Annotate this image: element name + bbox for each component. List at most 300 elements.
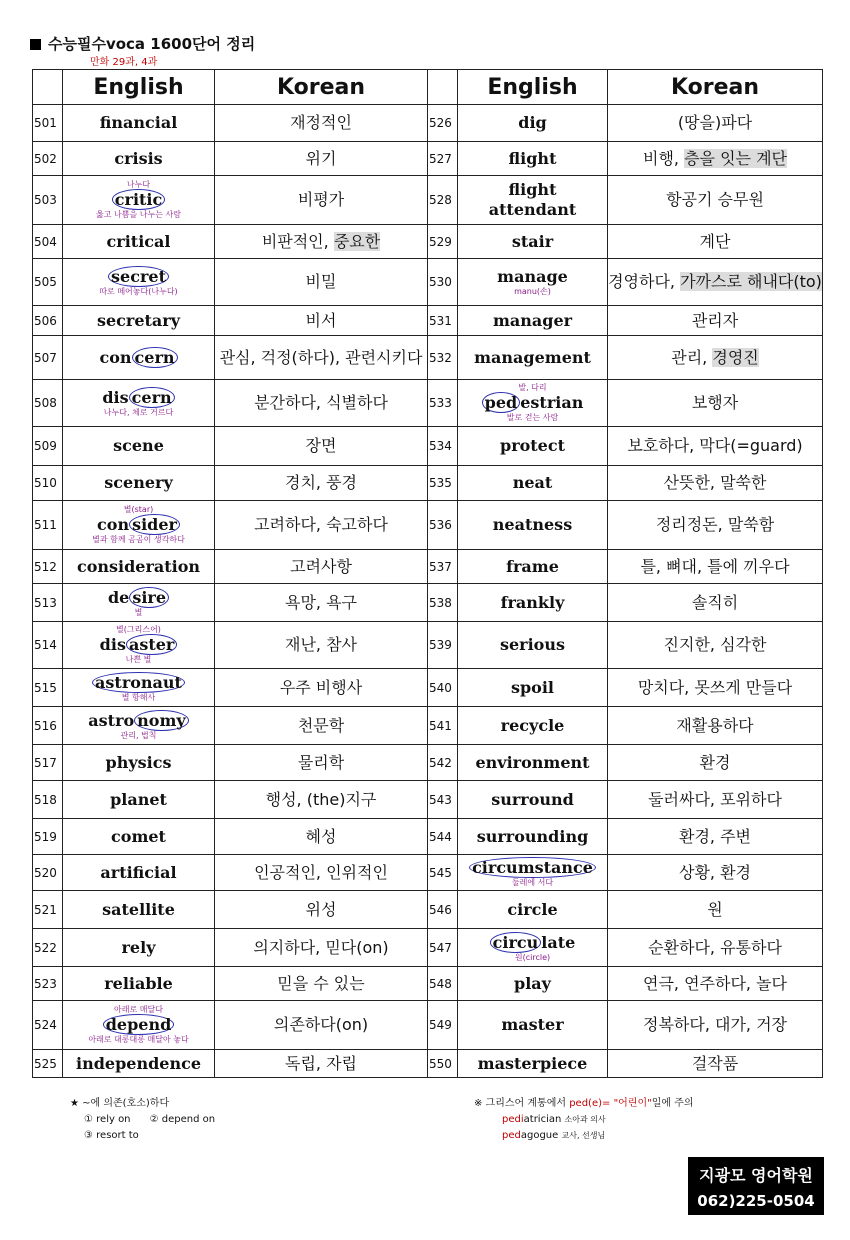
korean-cell bbox=[215, 466, 428, 501]
korean-cell bbox=[608, 622, 823, 669]
korean-meaning: 믿을 수 있는 bbox=[277, 973, 365, 993]
english-cell bbox=[63, 427, 215, 466]
word-annotation-bottom: manu(손) bbox=[514, 287, 551, 296]
korean-meaning: 재정적인 bbox=[290, 113, 352, 132]
table-row bbox=[33, 669, 823, 707]
korean-meaning: 경치, 풍경 bbox=[285, 473, 357, 492]
english-word: consideration bbox=[76, 556, 201, 576]
korean-cell bbox=[215, 707, 428, 745]
korean-meaning: 틀, 뼈대, 틀에 끼우다 bbox=[640, 556, 790, 576]
row-number: 522 bbox=[33, 929, 63, 967]
english-cell bbox=[458, 669, 608, 707]
word-annotation-bottom: 아래로 대롱대롱 매달아 놓다 bbox=[88, 1035, 189, 1044]
row-number: 533 bbox=[428, 380, 458, 427]
korean-cell bbox=[608, 142, 823, 176]
english-cell bbox=[63, 855, 215, 891]
row-number: 506 bbox=[33, 306, 63, 336]
table-row bbox=[33, 967, 823, 1001]
table-row bbox=[33, 225, 823, 259]
korean-meaning: 관리자 bbox=[691, 310, 739, 330]
english-word: con cern bbox=[99, 347, 177, 368]
highlight-mark: 층을 잇는 계단 bbox=[684, 148, 787, 168]
korean-header-left: Korean bbox=[215, 70, 428, 105]
korean-meaning: 장면 bbox=[305, 436, 337, 455]
korean-meaning: 산뜻한, 말쑥한 bbox=[663, 473, 767, 492]
english-header-right: English bbox=[458, 70, 608, 105]
row-number: 518 bbox=[33, 781, 63, 819]
korean-meaning: 원 bbox=[707, 899, 723, 919]
korean-cell bbox=[608, 1050, 823, 1078]
word-annotation-bottom: 둘레에 서다 bbox=[511, 877, 554, 887]
korean-meaning: 환경, 주변 bbox=[679, 826, 751, 846]
korean-meaning: 인공적인, 인위적인 bbox=[254, 862, 388, 882]
korean-cell bbox=[215, 306, 428, 336]
english-word: satellite bbox=[102, 899, 175, 919]
square-bullet-icon bbox=[30, 39, 41, 50]
row-number: 545 bbox=[428, 855, 458, 891]
table-row bbox=[33, 819, 823, 855]
english-word: serious bbox=[499, 635, 565, 654]
row-number: 547 bbox=[428, 929, 458, 967]
korean-meaning: 비판적인, 중요한 bbox=[261, 231, 381, 251]
korean-cell bbox=[608, 669, 823, 707]
english-header-left: English bbox=[63, 70, 215, 105]
english-cell bbox=[63, 1001, 215, 1050]
korean-meaning: 고려하다, 숙고하다 bbox=[254, 515, 388, 534]
table-row bbox=[33, 259, 823, 306]
word-annotation-top: 아래로 매달다 bbox=[114, 1005, 163, 1014]
table-row bbox=[33, 380, 823, 427]
korean-cell bbox=[215, 501, 428, 550]
circle-mark: sider bbox=[129, 514, 180, 535]
english-word: con sider bbox=[97, 514, 180, 535]
english-word: artificial bbox=[100, 862, 177, 882]
row-number: 550 bbox=[428, 1050, 458, 1078]
korean-cell bbox=[215, 105, 428, 142]
note-item: ③ resort to bbox=[84, 1130, 139, 1141]
row-number: 517 bbox=[33, 745, 63, 781]
word-annotation-bottom: 따로 떼어놓다(나누다) bbox=[99, 287, 178, 296]
academy-name: 지광모 영어학원 bbox=[699, 1166, 813, 1185]
english-word: manage bbox=[497, 267, 568, 286]
english-cell bbox=[458, 745, 608, 781]
korean-cell bbox=[608, 259, 823, 306]
row-number: 527 bbox=[428, 142, 458, 176]
korean-meaning: 보호하다, 막다(=guard) bbox=[627, 436, 803, 455]
korean-meaning: 의존하다(on) bbox=[273, 1015, 369, 1034]
row-number: 526 bbox=[428, 105, 458, 142]
english-cell bbox=[63, 891, 215, 929]
korean-meaning: 위기 bbox=[305, 148, 337, 168]
korean-meaning: 혜성 bbox=[305, 826, 337, 846]
word-annotation-bottom: 원(circle) bbox=[514, 952, 551, 962]
korean-meaning: 욕망, 욕구 bbox=[285, 592, 357, 612]
korean-cell bbox=[215, 855, 428, 891]
table-row bbox=[33, 584, 823, 622]
korean-cell bbox=[215, 550, 428, 584]
korean-meaning: 항공기 승무원 bbox=[666, 190, 764, 209]
row-number: 508 bbox=[33, 380, 63, 427]
row-number: 529 bbox=[428, 225, 458, 259]
row-number: 532 bbox=[428, 336, 458, 380]
row-number: 535 bbox=[428, 466, 458, 501]
english-word: circu late bbox=[490, 932, 576, 953]
english-cell bbox=[458, 306, 608, 336]
vocab-table bbox=[32, 69, 823, 1078]
korean-meaning: 솔직히 bbox=[691, 592, 739, 612]
row-number: 513 bbox=[33, 584, 63, 622]
korean-meaning: 의지하다, 믿다(on) bbox=[253, 937, 389, 957]
english-word: financial bbox=[99, 113, 178, 132]
table-row bbox=[33, 105, 823, 142]
english-word: comet bbox=[111, 826, 166, 846]
circle-mark: cern bbox=[129, 387, 175, 408]
english-word: physics bbox=[105, 752, 172, 772]
table-row bbox=[33, 781, 823, 819]
circle-mark: circu bbox=[490, 932, 542, 953]
table-row bbox=[33, 622, 823, 669]
english-cell bbox=[458, 707, 608, 745]
english-cell bbox=[63, 669, 215, 707]
english-cell bbox=[63, 142, 215, 176]
circle-mark: aster bbox=[126, 634, 177, 655]
korean-cell bbox=[215, 225, 428, 259]
academy-stamp bbox=[688, 1157, 824, 1215]
word-annotation-bottom: 발로 걷는 사람 bbox=[506, 413, 559, 422]
english-cell bbox=[63, 550, 215, 584]
row-number: 511 bbox=[33, 501, 63, 550]
english-word: protect bbox=[500, 436, 565, 455]
english-cell bbox=[458, 550, 608, 584]
note-heading: ※ 그리스어 계통에서 ped(e)= "어린이"일에 주의 bbox=[474, 1098, 694, 1109]
english-word bbox=[103, 1014, 175, 1035]
word-annotation-top: 나누다 bbox=[126, 180, 151, 189]
english-cell bbox=[458, 891, 608, 929]
row-number: 501 bbox=[33, 105, 63, 142]
row-number: 516 bbox=[33, 707, 63, 745]
table-row bbox=[33, 1001, 823, 1050]
english-cell bbox=[63, 380, 215, 427]
korean-cell bbox=[608, 745, 823, 781]
english-word: planet bbox=[110, 789, 167, 809]
academy-phone: 062)225-0504 bbox=[697, 1192, 815, 1210]
korean-meaning: 비행, 층을 잇는 계단 bbox=[642, 148, 787, 168]
english-cell bbox=[458, 1050, 608, 1078]
english-cell bbox=[458, 781, 608, 819]
korean-meaning: 둘러싸다, 포위하다 bbox=[648, 789, 782, 809]
row-number: 536 bbox=[428, 501, 458, 550]
english-cell bbox=[63, 225, 215, 259]
korean-cell bbox=[608, 781, 823, 819]
english-cell bbox=[458, 501, 608, 550]
english-word: crisis bbox=[114, 148, 163, 168]
english-word bbox=[108, 266, 169, 287]
row-number: 512 bbox=[33, 550, 63, 584]
english-word: rely bbox=[121, 937, 156, 957]
english-word: flight attendant bbox=[488, 180, 577, 219]
english-cell bbox=[63, 745, 215, 781]
english-cell bbox=[63, 306, 215, 336]
korean-cell bbox=[608, 105, 823, 142]
table-row bbox=[33, 466, 823, 501]
english-cell bbox=[63, 466, 215, 501]
english-word: scene bbox=[113, 436, 164, 455]
korean-cell bbox=[608, 929, 823, 967]
korean-cell bbox=[608, 380, 823, 427]
word-annotation-bottom: 나쁜 별 bbox=[125, 655, 152, 664]
english-cell bbox=[63, 967, 215, 1001]
table-row bbox=[33, 891, 823, 929]
row-number: 505 bbox=[33, 259, 63, 306]
korean-meaning: 계단 bbox=[699, 231, 731, 251]
row-number: 544 bbox=[428, 819, 458, 855]
korean-cell bbox=[215, 929, 428, 967]
korean-meaning: 걸작품 bbox=[691, 1053, 739, 1073]
korean-meaning: 고려사항 bbox=[290, 556, 352, 576]
english-cell bbox=[63, 336, 215, 380]
table-row bbox=[33, 550, 823, 584]
korean-meaning: 비밀 bbox=[305, 272, 337, 291]
korean-cell bbox=[215, 1050, 428, 1078]
english-word: dig bbox=[518, 113, 547, 132]
korean-meaning: 보행자 bbox=[691, 393, 739, 412]
row-number: 531 bbox=[428, 306, 458, 336]
english-cell bbox=[458, 105, 608, 142]
row-number: 528 bbox=[428, 176, 458, 225]
row-number: 515 bbox=[33, 669, 63, 707]
korean-cell bbox=[215, 176, 428, 225]
english-cell bbox=[63, 259, 215, 306]
korean-meaning: 천문학 bbox=[297, 715, 345, 735]
row-number: 530 bbox=[428, 259, 458, 306]
row-number: 524 bbox=[33, 1001, 63, 1050]
row-number: 523 bbox=[33, 967, 63, 1001]
english-cell bbox=[63, 929, 215, 967]
korean-cell bbox=[608, 466, 823, 501]
korean-meaning: 관리, 경영진 bbox=[671, 347, 759, 367]
korean-cell bbox=[215, 622, 428, 669]
row-number: 538 bbox=[428, 584, 458, 622]
row-number: 519 bbox=[33, 819, 63, 855]
korean-meaning: (땅을)파다 bbox=[677, 113, 753, 132]
row-number: 546 bbox=[428, 891, 458, 929]
korean-cell bbox=[608, 819, 823, 855]
circle-mark: circumstance bbox=[469, 857, 596, 878]
circle-mark: sire bbox=[129, 587, 169, 608]
table-row bbox=[33, 501, 823, 550]
note-example: pedagogue 교사, 선생님 bbox=[502, 1130, 606, 1141]
korean-cell bbox=[215, 336, 428, 380]
korean-meaning: 행성, (the)지구 bbox=[265, 789, 377, 809]
num-header-left bbox=[33, 70, 63, 105]
english-cell bbox=[63, 1050, 215, 1078]
english-word: ped estrian bbox=[482, 392, 584, 413]
highlight-mark: 중요한 bbox=[333, 231, 381, 251]
korean-cell bbox=[215, 967, 428, 1001]
row-number: 549 bbox=[428, 1001, 458, 1050]
english-word: neatness bbox=[492, 515, 573, 534]
korean-cell bbox=[608, 707, 823, 745]
english-cell bbox=[63, 176, 215, 225]
circle-mark: secret bbox=[108, 266, 169, 287]
english-word: secretary bbox=[96, 310, 181, 330]
korean-cell bbox=[608, 427, 823, 466]
english-cell bbox=[458, 819, 608, 855]
row-number: 521 bbox=[33, 891, 63, 929]
word-annotation-top: 별(star) bbox=[123, 505, 154, 514]
english-word: masterpiece bbox=[477, 1053, 588, 1073]
korean-meaning: 경영하다, 가까스로 해내다(to) bbox=[608, 272, 822, 291]
korean-meaning: 연극, 연주하다, 놀다 bbox=[643, 973, 787, 993]
english-cell bbox=[458, 336, 608, 380]
circle-mark: critic bbox=[112, 189, 165, 210]
page-subtitle: 만화 29과, 4과 bbox=[90, 57, 158, 68]
row-number: 525 bbox=[33, 1050, 63, 1078]
english-word: manager bbox=[492, 310, 573, 330]
note-item: ② depend on bbox=[149, 1114, 216, 1125]
english-word: scenery bbox=[104, 473, 173, 492]
english-cell bbox=[458, 380, 608, 427]
table-row bbox=[33, 855, 823, 891]
english-word: flight bbox=[508, 148, 557, 168]
english-cell bbox=[63, 707, 215, 745]
circle-mark: astronaut bbox=[92, 672, 185, 693]
english-word: critical bbox=[106, 231, 171, 251]
english-word: frankly bbox=[500, 592, 565, 612]
korean-cell bbox=[608, 336, 823, 380]
row-number: 541 bbox=[428, 707, 458, 745]
circle-mark: cern bbox=[132, 347, 178, 368]
table-row bbox=[33, 306, 823, 336]
korean-cell bbox=[215, 584, 428, 622]
english-word: surrounding bbox=[476, 826, 589, 846]
english-cell bbox=[63, 622, 215, 669]
english-word: frame bbox=[506, 556, 559, 576]
english-cell bbox=[63, 781, 215, 819]
english-cell bbox=[458, 584, 608, 622]
korean-cell bbox=[215, 669, 428, 707]
english-word: recycle bbox=[500, 715, 565, 735]
english-cell bbox=[458, 225, 608, 259]
word-annotation-bottom: 나누다, 체로 거르다 bbox=[103, 408, 174, 417]
korean-meaning: 망치다, 못쓰게 만들다 bbox=[637, 677, 793, 697]
note-heading: ★ ~에 의존(호소)하다 bbox=[70, 1098, 170, 1109]
korean-cell bbox=[215, 427, 428, 466]
row-number: 507 bbox=[33, 336, 63, 380]
english-cell bbox=[458, 176, 608, 225]
english-word: independence bbox=[76, 1053, 201, 1073]
table-row bbox=[33, 1050, 823, 1078]
english-word: de sire bbox=[108, 587, 169, 608]
circle-mark: depend bbox=[103, 1014, 175, 1035]
english-cell bbox=[458, 1001, 608, 1050]
korean-cell bbox=[215, 745, 428, 781]
korean-meaning: 정복하다, 대가, 거장 bbox=[643, 1015, 787, 1034]
english-word: astro nomy bbox=[88, 710, 188, 731]
korean-cell bbox=[608, 501, 823, 550]
korean-cell bbox=[608, 1001, 823, 1050]
english-cell bbox=[458, 427, 608, 466]
korean-cell bbox=[608, 176, 823, 225]
word-annotation-bottom: 별 bbox=[134, 607, 143, 617]
english-word: spoil bbox=[510, 677, 555, 697]
table-row bbox=[33, 929, 823, 967]
korean-meaning: 상황, 환경 bbox=[679, 862, 751, 882]
english-word: stair bbox=[511, 231, 554, 251]
korean-meaning: 물리학 bbox=[297, 752, 345, 772]
korean-cell bbox=[608, 855, 823, 891]
num-header-right bbox=[428, 70, 458, 105]
row-number: 502 bbox=[33, 142, 63, 176]
korean-meaning: 관심, 걱정(하다), 관련시키다 bbox=[219, 347, 423, 367]
english-cell bbox=[458, 855, 608, 891]
highlight-mark: 경영진 bbox=[712, 347, 759, 367]
row-number: 520 bbox=[33, 855, 63, 891]
word-annotation-bottom: 옳고 나쁨을 나누는 사람 bbox=[96, 210, 181, 219]
english-word: reliable bbox=[104, 973, 173, 993]
english-cell bbox=[63, 819, 215, 855]
korean-meaning: 위성 bbox=[305, 899, 337, 919]
word-annotation-bottom: 관리, 법칙 bbox=[120, 730, 157, 740]
note-example: pediatrician 소아과 의사 bbox=[502, 1114, 606, 1125]
notes-right bbox=[474, 1096, 694, 1144]
korean-cell bbox=[608, 306, 823, 336]
english-word: surround bbox=[491, 789, 574, 809]
korean-meaning: 재난, 참사 bbox=[285, 635, 357, 654]
korean-meaning: 독립, 자립 bbox=[285, 1053, 357, 1073]
circle-mark: ped bbox=[482, 392, 521, 413]
korean-meaning: 환경 bbox=[699, 752, 731, 772]
row-number: 542 bbox=[428, 745, 458, 781]
korean-cell bbox=[215, 142, 428, 176]
highlight-mark: 가까스로 해내다(to) bbox=[680, 272, 822, 291]
korean-cell bbox=[608, 967, 823, 1001]
english-word: master bbox=[501, 1015, 564, 1034]
row-number: 548 bbox=[428, 967, 458, 1001]
korean-meaning: 순환하다, 유통하다 bbox=[648, 937, 782, 957]
table-row bbox=[33, 745, 823, 781]
korean-cell bbox=[215, 891, 428, 929]
row-number: 510 bbox=[33, 466, 63, 501]
korean-cell bbox=[608, 225, 823, 259]
english-cell bbox=[458, 466, 608, 501]
row-number: 504 bbox=[33, 225, 63, 259]
korean-header-right: Korean bbox=[608, 70, 823, 105]
english-cell bbox=[458, 142, 608, 176]
korean-cell bbox=[608, 550, 823, 584]
row-number: 514 bbox=[33, 622, 63, 669]
row-number: 534 bbox=[428, 427, 458, 466]
korean-cell bbox=[608, 891, 823, 929]
korean-meaning: 분간하다, 식별하다 bbox=[254, 393, 388, 412]
word-annotation-top: 별(그리스어) bbox=[116, 625, 161, 634]
english-cell bbox=[63, 501, 215, 550]
row-number: 539 bbox=[428, 622, 458, 669]
korean-meaning: 진지한, 심각한 bbox=[663, 635, 767, 654]
word-annotation-top: 발, 다리 bbox=[518, 383, 547, 392]
korean-cell bbox=[215, 819, 428, 855]
english-cell bbox=[458, 967, 608, 1001]
table-row bbox=[33, 707, 823, 745]
english-word: management bbox=[474, 347, 591, 367]
row-number: 540 bbox=[428, 669, 458, 707]
english-cell bbox=[63, 584, 215, 622]
table-row bbox=[33, 176, 823, 225]
korean-cell bbox=[215, 380, 428, 427]
english-cell bbox=[458, 622, 608, 669]
korean-meaning: 비평가 bbox=[297, 190, 345, 209]
korean-cell bbox=[608, 584, 823, 622]
